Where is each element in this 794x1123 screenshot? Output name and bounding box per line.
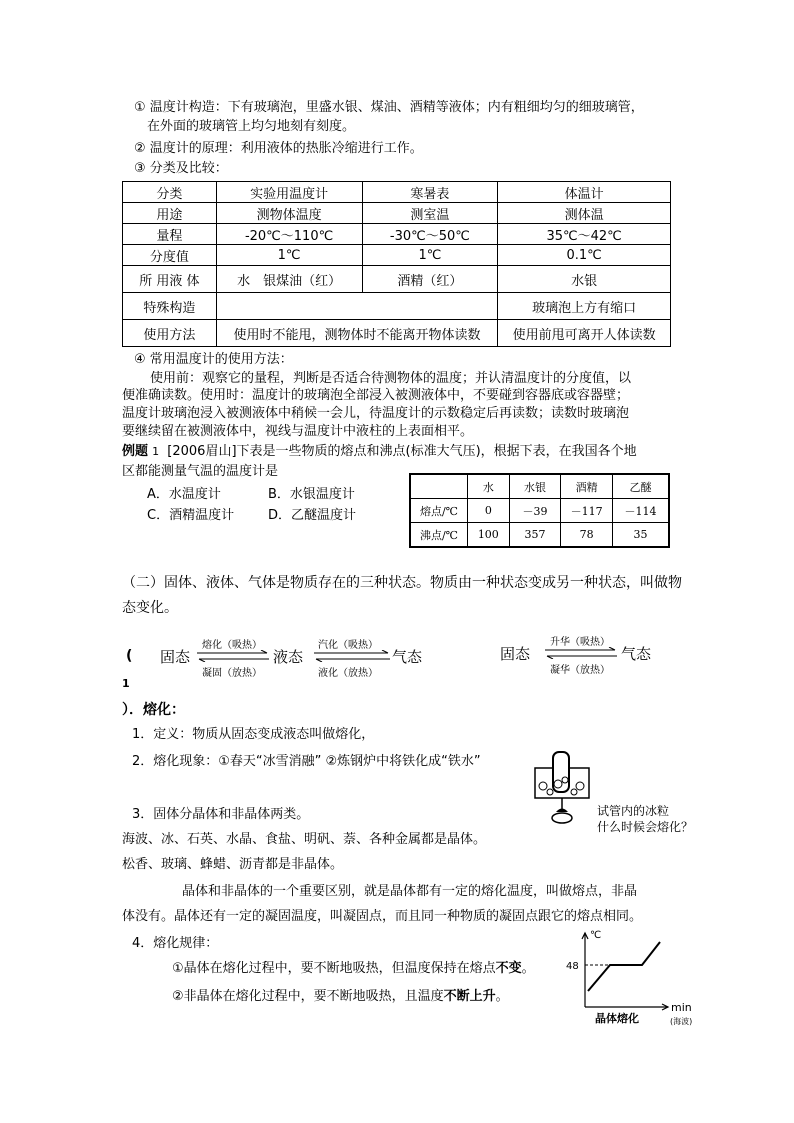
table-cell: 分类: [123, 182, 217, 203]
table-row: [123, 182, 671, 203]
table-cell: -20℃～110℃: [216, 224, 362, 245]
melt-label: 熔化（吸热）: [202, 640, 262, 651]
usage-p4: 要继续留在被测液体中，视线与温度计中液柱的上表面相平。: [122, 424, 474, 439]
law2-text: ②非晶体在熔化过程中，要不断地吸热，且温度: [172, 989, 444, 1004]
table-cell: 使用前甩可离开人体读数: [498, 320, 671, 347]
table-cell: －114: [612, 499, 669, 523]
melt-freeze-arrows: [195, 650, 271, 662]
state-solid: 固态: [160, 648, 191, 666]
ice-caption-2: 什么时候会熔化？: [597, 820, 694, 834]
solid-classification: 3．固体分晶体和非晶体两类。: [132, 807, 310, 822]
table-cell: [216, 293, 498, 320]
noncrystal-examples: 松香、玻璃、蜂蜡、沥青都是非晶体。: [122, 857, 344, 872]
melting-law-2: [172, 988, 509, 1006]
table-cell: 水银: [498, 266, 671, 293]
table-cell: 使用方法: [123, 320, 217, 347]
melting-law-1: [172, 960, 535, 978]
state-solid-2: 固态: [500, 645, 531, 663]
table-cell: 1℃: [216, 245, 362, 266]
sublime-deposit-arrows: [543, 647, 619, 659]
vaporize-liquefy-arrows: [312, 650, 392, 662]
table-cell: 测物体温度: [216, 203, 362, 224]
state-gas-2: 气态: [621, 645, 652, 663]
table-cell: 酒精（红）: [362, 266, 498, 293]
melting-law-title: 4．熔化规律：: [132, 936, 219, 951]
table-row: [123, 293, 671, 320]
table-cell: 特殊构造: [123, 293, 217, 320]
melting-boiling-table: [409, 473, 670, 548]
table-cell: 熔点/℃: [410, 499, 467, 523]
table-row: [123, 320, 671, 347]
crystal-difference-1: 晶体和非晶体的一个重要区别，就是晶体都有一定的熔化温度，叫做熔点，非晶: [182, 884, 638, 899]
table-row: [123, 203, 671, 224]
table-cell: 水 银煤油（红）: [216, 266, 362, 293]
item1-line2: 在外面的玻璃管上均匀地刻有刻度。: [147, 119, 356, 134]
item3: ③ 分类及比较：: [134, 161, 228, 176]
table-cell: 357: [509, 523, 561, 548]
table-cell: 所 用液 体: [123, 266, 217, 293]
example-text: [2006眉山]下表是一些物质的熔点和沸点(标准大气压)，根据下表，在我国各个地: [167, 444, 637, 459]
table-cell: 酒精: [561, 474, 613, 499]
state-gas: 气态: [392, 648, 423, 666]
graph-x-unit: min: [671, 1001, 692, 1014]
graph-sub: (海波): [670, 1017, 693, 1026]
usage-p3: 温度计玻璃泡浸入被测液体中稍候一会儿，待温度计的示数稳定后再读数；读数时玻璃泡: [122, 406, 630, 421]
table-row: [410, 474, 669, 499]
law2-end: 。: [495, 989, 509, 1004]
crystal-melting-graph: [560, 925, 710, 1031]
option-b: B．水银温度计: [268, 487, 355, 502]
option-c: C．酒精温度计: [147, 508, 235, 523]
option-a: A．水温度计: [147, 487, 221, 502]
table-cell: －39: [509, 499, 561, 523]
usage-p2: 便准确读数。使用时：温度计的玻璃泡全部浸入被测液体中，不要碰到容器底或容器壁；: [122, 388, 630, 403]
table-cell: -30℃～50℃: [362, 224, 498, 245]
table-cell: 量程: [123, 224, 217, 245]
state-liquid: 液态: [273, 648, 304, 666]
melting-title: ）．熔化：: [122, 702, 185, 718]
graph-y-unit: ℃: [590, 930, 602, 941]
table-cell: [410, 474, 467, 499]
crystal-difference-2: 体没有。晶体还有一定的凝固温度，叫凝固点，而且同一种物质的凝固点跟它的熔点相同。: [122, 909, 643, 924]
table-row: [410, 499, 669, 523]
item1-line1: ① 温度计构造：下有玻璃泡，里盛水银、煤油、酒精等液体；内有粗细均匀的细玻璃管，: [134, 100, 644, 115]
table-cell: 使用时不能甩，测物体时不能离开物体读数: [216, 320, 498, 347]
item2: ② 温度计的原理：利用液体的热胀冷缩进行工作。: [134, 141, 423, 156]
usage-title: ④ 常用温度计的使用方法：: [134, 352, 293, 367]
table-cell: 1℃: [362, 245, 498, 266]
table-cell: －117: [561, 499, 613, 523]
table-cell: 100: [467, 523, 509, 548]
table-cell: 体温计: [498, 182, 671, 203]
states-intro2: 态变化。: [122, 600, 178, 616]
graph-y-mark: 48: [566, 961, 579, 972]
table-cell: 测体温: [498, 203, 671, 224]
ice-caption-1: 试管内的冰粒: [597, 804, 670, 818]
table-cell: 78: [561, 523, 613, 548]
liquefy-label: 液化（放热）: [318, 668, 378, 679]
example-label: 例题: [122, 444, 149, 459]
paren-open: (: [126, 648, 133, 664]
table-cell: 水: [467, 474, 509, 499]
table-cell: 沸点/℃: [410, 523, 467, 548]
table-cell: 35: [612, 523, 669, 548]
table-row: [123, 245, 671, 266]
table-row: [410, 523, 669, 548]
law1-text: ①晶体在熔化过程中，要不断地吸热，但温度保持在熔点: [172, 961, 496, 976]
ice-test-tube-icon: [530, 750, 594, 832]
deposit-label: 凝华（放热）: [550, 665, 610, 676]
table-cell: 分度值: [123, 245, 217, 266]
example-line1: [122, 443, 637, 461]
table-cell: 实验用温度计: [216, 182, 362, 203]
table-cell: 水银: [509, 474, 561, 499]
table-cell: 乙醚: [612, 474, 669, 499]
table-cell: 用途: [123, 203, 217, 224]
graph-caption: 晶体熔化: [595, 1012, 639, 1025]
thermometer-table: [122, 181, 671, 347]
states-intro1: （二）固体、液体、气体是物质存在的三种状态。物质由一种状态变成另一种状态，叫做物: [122, 575, 682, 591]
vaporize-label: 汽化（吸热）: [318, 640, 378, 651]
table-cell: 寒暑表: [362, 182, 498, 203]
law1-end: 。: [521, 961, 535, 976]
section-number: 1: [122, 677, 130, 690]
table-cell: 0.1℃: [498, 245, 671, 266]
table-row: [123, 266, 671, 293]
melting-phenomena: 2．熔化现象：①春天“冰雪消融” ②炼钢炉中将铁化成“铁水”: [132, 754, 481, 769]
table-cell: 35℃～42℃: [498, 224, 671, 245]
table-cell: 玻璃泡上方有缩口: [498, 293, 671, 320]
sublime-label: 升华（吸热）: [550, 637, 610, 648]
freeze-label: 凝固（放热）: [202, 668, 262, 679]
option-d: D．乙醚温度计: [268, 508, 357, 523]
melting-definition: 1．定义：物质从固态变成液态叫做熔化，: [132, 727, 375, 742]
law2-bold: 不断上升: [443, 989, 496, 1004]
example-number: 1: [152, 445, 160, 458]
table-cell: 0: [467, 499, 509, 523]
table-cell: 测室温: [362, 203, 498, 224]
table-row: [123, 224, 671, 245]
example-line2: 区都能测量气温的温度计是: [122, 464, 279, 479]
law1-bold: 不变: [495, 961, 522, 976]
usage-p1: 使用前：观察它的量程，判断是否适合待测物体的温度；并认清温度计的分度值，以: [150, 371, 632, 386]
crystal-examples: 海波、冰、石英、水晶、食盐、明矾、萘、各种金属都是晶体。: [122, 832, 487, 847]
